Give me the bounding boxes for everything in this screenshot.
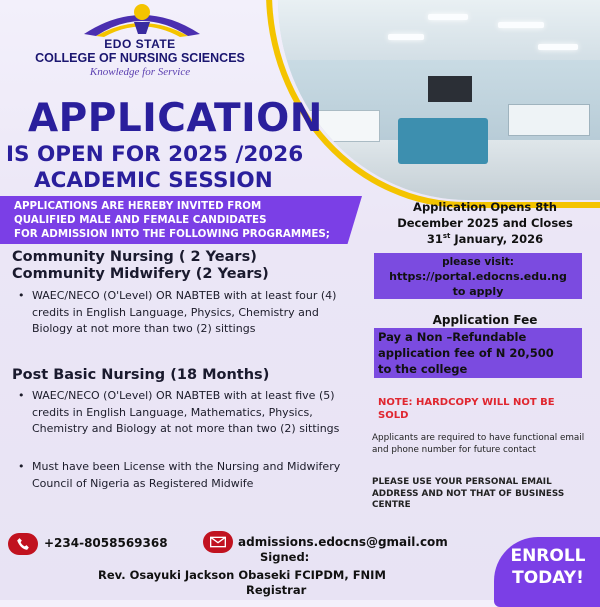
requirement-text: WAEC/NECO (O'Level) OR NABTEB with at least five (5) credits in English Language, Mathematics, Physics, Chemistry and Biology at not more than two (2) sittings (32, 389, 340, 435)
dates-line: December 2025 and Closes (397, 216, 573, 230)
dates-line: Application Opens 8th (413, 200, 557, 214)
programme-community-nursing: Community Nursing ( 2 Years) (12, 249, 257, 265)
visit-label: please visit: (442, 256, 514, 268)
headline-application: APPLICATION (28, 96, 323, 141)
ordinal-suffix: st (442, 232, 451, 241)
fee-line: Pay a Non –Refundable (378, 330, 527, 344)
banner-line: FOR ADMISSION INTO THE FOLLOWING PROGRAMMES; (14, 228, 330, 240)
requirement-text: WAEC/NECO (O'Level) OR NABTEB with at least four (4) credits in English Language, Physics, Chemistry and Biology at not more than two (2) sittings (32, 289, 337, 335)
enroll-text: ENROLL (510, 546, 586, 566)
email-address[interactable]: admissions.edocns@gmail.com (238, 535, 448, 549)
close-month: January, 2026 (450, 232, 544, 246)
hardcopy-note: NOTE: HARDCOPY WILL NOT BE (378, 397, 555, 408)
institution-state: EDO STATE (104, 37, 176, 51)
requirement-item (18, 388, 362, 438)
requirement-item (18, 288, 362, 338)
dates-line (372, 232, 598, 246)
envelope-icon (203, 531, 233, 553)
signed-label: Signed: (260, 550, 310, 564)
phone-icon (8, 533, 38, 555)
headline-session: ACADEMIC SESSION (34, 168, 273, 193)
institution-name: COLLEGE OF NURSING SCIENCES (35, 51, 245, 65)
enroll-text: TODAY! (512, 568, 584, 588)
bullet: • (18, 289, 25, 302)
personal-email-note: PLEASE USE YOUR PERSONAL EMAIL ADDRESS AND NOT THAT OF BUSINESS CENTRE (372, 477, 565, 510)
close-day: 31 (426, 232, 443, 246)
contact-requirement: Applicants are required to have functional email and phone number for future contact (372, 433, 585, 455)
programme-post-basic-nursing: Post Basic Nursing (18 Months) (12, 367, 270, 383)
portal-link[interactable]: https://portal.edocns.edu.ng (389, 270, 567, 283)
fee-line: to the college (378, 362, 468, 376)
bullet: • (18, 389, 25, 402)
programme-community-midwifery: Community Midwifery (2 Years) (12, 266, 269, 282)
headline-open: IS OPEN FOR 2025 /2026 (6, 142, 304, 167)
bullet: • (18, 460, 25, 473)
visit-apply: to apply (452, 285, 504, 298)
signatory-role: Registrar (246, 583, 307, 597)
fee-heading: Application Fee (432, 313, 538, 327)
phone-number[interactable]: +234-8058569368 (44, 536, 168, 550)
banner-line: APPLICATIONS ARE HEREBY INVITED FROM (14, 200, 262, 212)
hardcopy-note: SOLD (378, 410, 409, 421)
signatory-name: Rev. Osayuki Jackson Obaseki FCIPDM, FNIM (98, 568, 386, 582)
banner-line: QUALIFIED MALE AND FEMALE CANDIDATES (14, 214, 267, 226)
fee-line: application fee of N 20,500 (378, 346, 554, 360)
institution-motto: Knowledge for Service (89, 66, 191, 78)
requirement-text: Must have been License with the Nursing and Midwifery Council of Nigeria as Registered Midwife (32, 460, 341, 490)
requirement-item (18, 459, 362, 492)
